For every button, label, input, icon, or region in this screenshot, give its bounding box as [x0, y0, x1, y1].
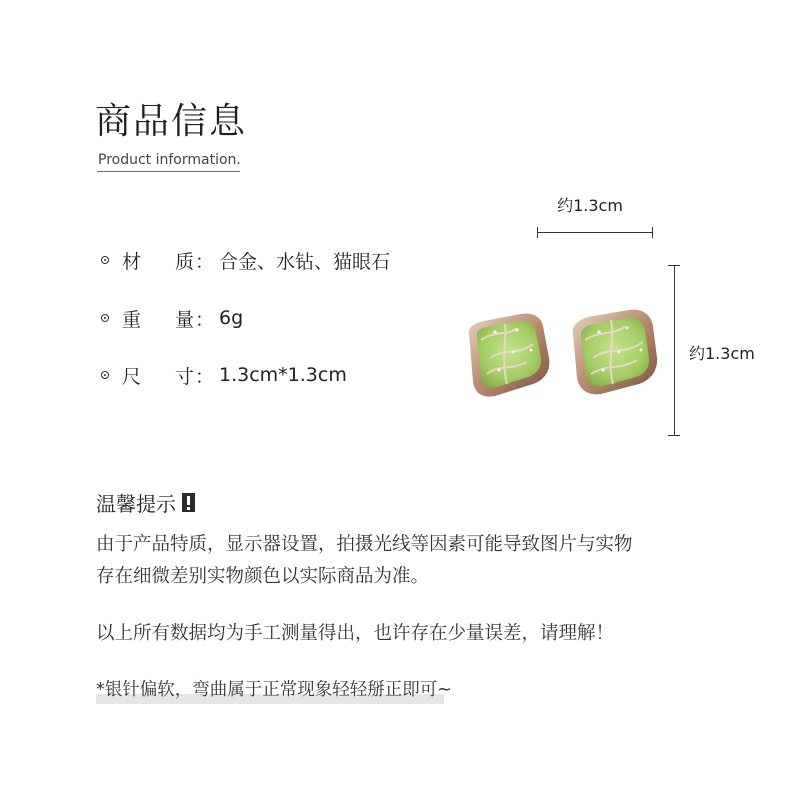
- dimension-width-line: [537, 232, 653, 233]
- notice-paragraph: 以上所有数据均为手工测量得出，也许存在少量误差，请理解！: [96, 623, 615, 644]
- spec-key-char-2: 寸: [175, 365, 195, 388]
- spec-row-size: 尺 寸 ： 1.3cm*1.3cm: [98, 361, 347, 389]
- dimension-width-label: 约1.3cm: [557, 196, 623, 215]
- subtitle-underline: [97, 171, 240, 172]
- dimension-height-tick-top: [668, 265, 680, 266]
- page-subtitle: Product information.: [98, 152, 241, 168]
- spec-key-char-1: 尺: [122, 365, 142, 388]
- notice-note: *银针偏软，弯曲属于正常现象轻轻掰正即可~: [96, 680, 452, 700]
- bullet-icon: [98, 368, 112, 382]
- bullet-icon: [98, 311, 112, 325]
- notice-paragraph: 存在细微差别实物颜色以实际商品为准。: [96, 566, 430, 587]
- spec-key-char-1: 重: [122, 308, 142, 331]
- dimension-height-label: 约1.3cm: [689, 344, 755, 363]
- dimension-height-tick-bottom: [668, 435, 680, 436]
- dimension-width-tick-right: [652, 227, 653, 238]
- spec-row-weight: 重 量 ： 6g: [98, 304, 243, 332]
- notice-title-text: 温馨提示: [96, 492, 176, 516]
- dimension-height-line: [674, 265, 675, 436]
- dimension-width-tick-left: [537, 227, 538, 238]
- bullet-icon: [98, 253, 112, 267]
- spec-row-material: 材 质 ： 合金、水钻、猫眼石: [98, 246, 390, 274]
- earring-right: [573, 310, 657, 395]
- earrings-product-image: [455, 300, 665, 400]
- spec-value: 6g: [219, 307, 244, 329]
- spec-value: 1.3cm*1.3cm: [219, 364, 347, 386]
- spec-key-char-1: 材: [122, 250, 142, 273]
- spec-value: 合金、水钻、猫眼石: [219, 250, 391, 273]
- spec-key-char-2: 量: [175, 308, 195, 331]
- notice-title: [96, 488, 195, 517]
- page-title: 商品信息: [95, 101, 248, 142]
- notice-paragraph: 由于产品特质，显示器设置，拍摄光线等因素可能导致图片与实物: [96, 534, 633, 555]
- exclamation-icon: [182, 493, 195, 512]
- earring-left: [469, 314, 550, 397]
- spec-key-char-2: 质: [175, 250, 195, 273]
